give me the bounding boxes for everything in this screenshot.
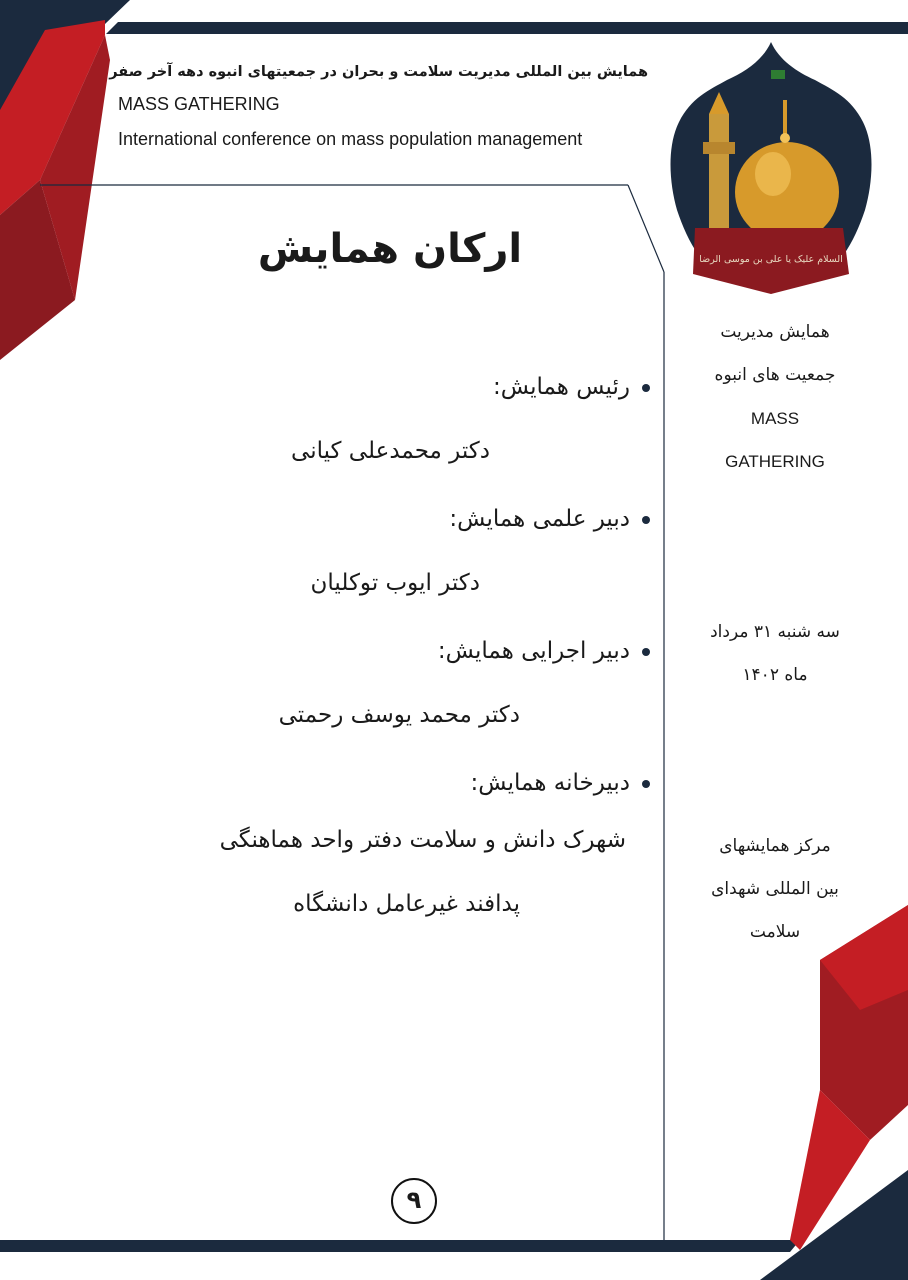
- header-subtitle-en: International conference on mass population management: [118, 129, 583, 149]
- sidebar-venue-line: بین المللی شهدای: [711, 879, 839, 899]
- secretariat-line-2: پدافند غیرعامل دانشگاه: [293, 891, 520, 917]
- sidebar-date: [680, 611, 870, 697]
- member-role-scientific-secretary: دبیر علمی همایش:: [120, 494, 640, 544]
- page-title: ارکان همایش: [257, 226, 523, 272]
- sidebar-conference: [680, 311, 870, 483]
- sidebar-date-line: سه شنبه ۳۱ مرداد: [710, 622, 840, 642]
- secretariat-line-1: شهرک دانش و سلامت دفتر واحد هماهنگی: [219, 827, 626, 853]
- shrine-emblem: [665, 42, 877, 300]
- member-role-chair: رئیس همایش:: [120, 362, 640, 412]
- emblem-calligraphy: السلام علیک یا علی بن موسی الرضا: [699, 254, 843, 265]
- member-role-secretariat: دبیرخانه همایش:: [120, 758, 640, 808]
- member-name-scientific-secretary: دکتر ایوب توکلیان: [310, 570, 480, 596]
- member-name-executive-secretary: دکتر محمد یوسف رحمتی: [278, 702, 520, 728]
- page-number: ۹: [391, 1178, 437, 1224]
- sidebar-date-line: ماه ۱۴۰۲: [742, 665, 808, 685]
- sidebar-conference-line: GATHERING: [725, 452, 825, 471]
- sidebar-conference-line: MASS: [750, 409, 800, 428]
- sidebar-venue-line: سلامت: [749, 922, 801, 942]
- header: [109, 64, 648, 150]
- member-name-chair: دکتر محمدعلی کیانی: [291, 438, 490, 464]
- sidebar-conference-line: همایش مدیریت: [720, 322, 830, 342]
- members-list: [120, 358, 640, 936]
- header-title-en: MASS GATHERING: [118, 94, 280, 114]
- header-title-fa: همایش بین المللی مدیریت سلامت و بحران در جمعیتهای انبوه دهه آخر صفر: [109, 64, 648, 80]
- sidebar-conference-line: جمعیت های انبوه: [714, 365, 836, 385]
- sidebar-venue-line: مرکز همایشهای: [719, 836, 831, 856]
- sidebar-venue: [680, 825, 870, 954]
- member-role-executive-secretary: دبیر اجرایی همایش:: [120, 626, 640, 676]
